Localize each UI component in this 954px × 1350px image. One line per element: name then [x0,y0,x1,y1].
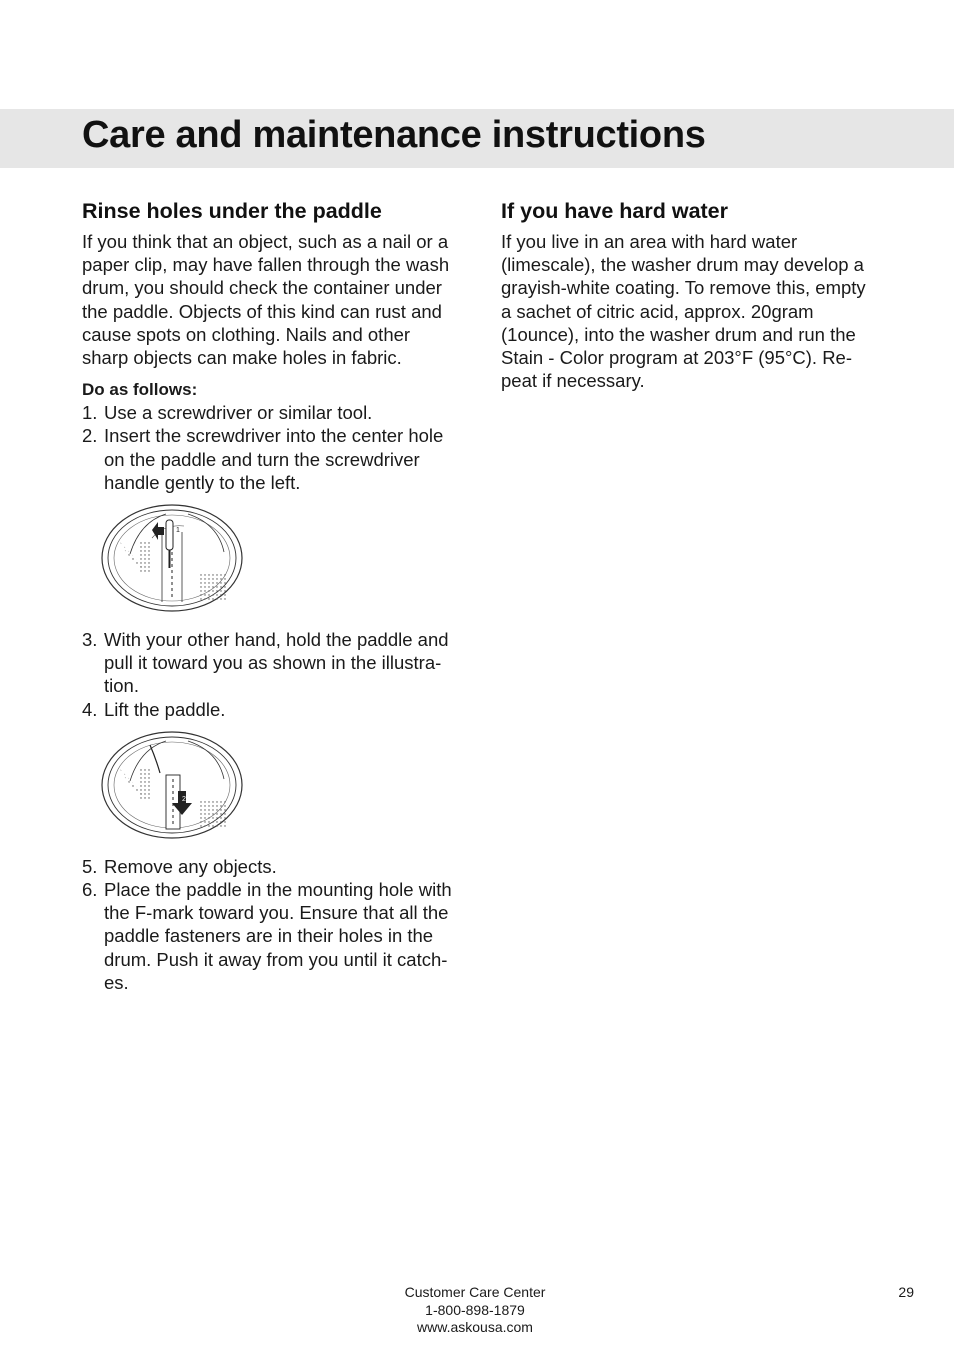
rinse-holes-intro: If you think that an object, such as a nail or a paper clip, may have fallen through the wash drum, you should check the container under the paddle. Objects of this kind can rust and cause spots on clothing. Nails and other sharp objects can make holes in fabric. [82,231,450,369]
list-item: 1. Use a screwdriver or similar tool. [82,402,373,424]
figure-label-2: 2 [182,795,186,803]
list-item: 5. Remove any objects. [82,855,277,877]
left-column [82,196,460,994]
list-item: 4. Lift the paddle. [82,698,226,720]
footer [375,1284,575,1337]
figure-label-1: 1 [176,527,180,535]
list-item: 3. With your other hand, hold the paddle and pull it toward you as shown in the illustra-tion. [82,629,449,697]
list-item: 2. Insert the screwdriver into the center hole on the paddle and turn the screwdriver handle gently to the left. [82,425,444,493]
footer-care-center: Customer Care Center [404,1284,546,1300]
footer-phone: 1-800-898-1879 [425,1301,525,1318]
title-band [0,109,954,168]
footer-website: www.askousa.com [417,1319,533,1335]
page-number: 29 [898,1284,914,1300]
steps-list-a [82,401,460,494]
drum-illustration-turn [100,502,248,618]
steps-list-b [82,628,460,721]
right-column [501,196,879,392]
steps-list-c [82,855,460,994]
page-title: Care and maintenance instructions [82,114,706,156]
hard-water-body: If you live in an area with hard water (limescale), the washer drum may develop a grayish-white coating. To remove this, empty a sachet of citric acid, approx. 20gram (1ounce), into the washer drum and run the Stain - Color program at 203°F (95°C). Re-peat if necessary. [501,231,866,392]
rinse-holes-heading: Rinse holes under the paddle [82,199,382,223]
do-as-follows-subheading: Do as follows: [82,380,198,400]
drum-illustration-lift [100,729,248,845]
hard-water-heading: If you have hard water [501,199,729,223]
list-item: 6. Place the paddle in the mounting hole with the F-mark toward you. Ensure that all the paddle fasteners are in their holes in the drum. Push it away from you until it catch-es. [82,879,452,993]
